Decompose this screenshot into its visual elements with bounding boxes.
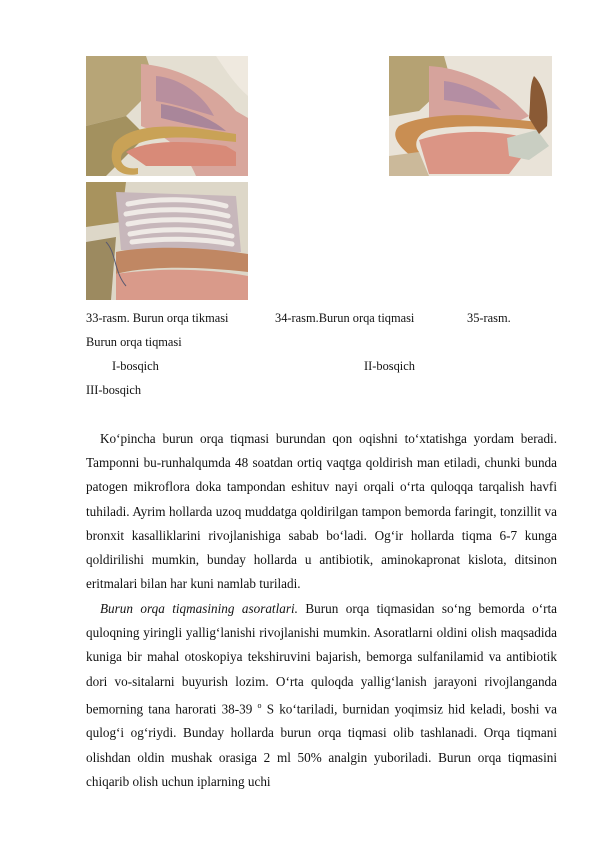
paragraph-2-part-1: Burun orqa tiqmasidan so‘ng bemorda o‘rta quloqning yiringli yallig‘lanishi rivojlanishi mumkin. Asoratlarni oldini olish maqsadida kuniga bir mahal otoskopiya tekshiruvini bajarish, bemorga sulfanilamid va antibiotik dori vo-sitalarni buyurish lozim. O‘rta quloqda yallig‘lanish jarayoni rivojlanganda bemorning tana harorati 38-39 — [86, 601, 557, 717]
paragraph-2-part-2: S ko‘tariladi, burnidan yoqimsiz hid keladi, boshi va qulog‘i og‘riydi. Bunday hollarda burun orqa tiqmasi olib tashlanadi. Orqa tiqmani olishdan oldin mushak orasiga 2 ml 50% analgin yuboriladi. Burun orqa tiqmasini chiqarib olish uchun iplarning uchi — [86, 701, 558, 789]
paragraph-tamponade — [86, 427, 557, 596]
figure-34-image — [389, 56, 552, 176]
figure-35-image — [86, 182, 248, 300]
stage-2-label: II-bosqich — [364, 359, 415, 373]
stage-3-label: III-bosqich — [86, 383, 142, 397]
nasal-cavity-tamponade-illustration — [86, 56, 248, 176]
paragraph-1-text: Ko‘pincha burun orqa tiqmasi burundan qon oqishni to‘xtatishga yordam beradi. Tamponni bu-runhalqumda 48 soatdan ortiq vaqtga qoldirish man etiladi, chunki bunda patogen mikroflora doka tampondan eshituv nayi orqali o‘rta quloqqa tarqalish havfi tuhiladi. Ayrim hollarda uzoq muddatga qoldirilgan tampon bemorda faringit, tonzillit va bronxit kasalliklarini rivojlanishiga sabab bo‘ladi. Og‘ir hollarda tiqma 6-7 kunga qoldirilishi mumkin, bunday hollarda u antibiotik, aminokapronat kislota, ditsinon eritmalari bilan har kuni namlab turiladi. — [86, 431, 557, 592]
figure-35-caption-title: Burun orqa tiqmasi — [86, 335, 182, 349]
stage-1-label: I-bosqich — [112, 359, 159, 373]
paragraph-2-text — [86, 597, 557, 794]
degree-superscript: o — [257, 700, 262, 710]
nasal-cavity-packing-illustration — [86, 182, 248, 300]
complications-heading: Burun orqa tiqmasining asoratlari. — [100, 601, 298, 616]
figure-33-caption: 33-rasm. Burun orqa tikmasi — [86, 311, 229, 325]
figure-35-caption: 35-rasm. — [467, 311, 511, 325]
paragraph-complications — [86, 597, 557, 794]
figure-33-image — [86, 56, 248, 176]
nasal-cavity-catheter-illustration — [389, 56, 552, 176]
figure-34-caption: 34-rasm.Burun orqa tiqmasi — [275, 311, 415, 325]
